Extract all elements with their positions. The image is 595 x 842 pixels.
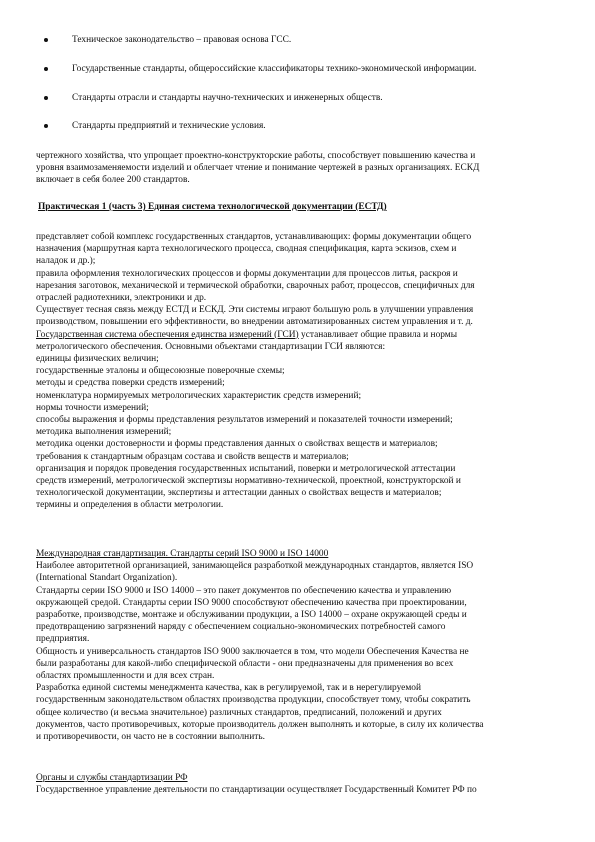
bullet-list	[38, 34, 558, 149]
text-line: методика оценки достоверности и формы представления данных о свойствах веществ и материалов;	[36, 439, 438, 450]
text-line: организация и порядок проведения государственных испытаний, поверки и метрологической аттестации	[36, 463, 456, 474]
text-line: областях промышленности и для всех стран.	[36, 671, 215, 682]
intl-section	[36, 548, 558, 743]
text-line: производством, повышении его эффективности, во внедрении автоматизированных систем управления и т. д.	[36, 317, 473, 328]
text-line: наладок и др.);	[36, 256, 96, 267]
text-line: термины и определения в области метрологии.	[36, 500, 224, 511]
bullet-icon	[44, 67, 48, 71]
text-line: средств измерений, метрологической экспертизы нормативно-технической, проектной, конструкторской и	[36, 476, 461, 487]
bullet-icon	[44, 38, 48, 42]
text-line: (International Standart Organization).	[36, 573, 178, 584]
text-line: отраслей радиотехники, электроники и др.	[36, 293, 207, 304]
eskd-paragraph	[36, 150, 558, 187]
text-line: были разработаны для какой-либо специфической области - они предназначены для применения во всех	[36, 658, 454, 669]
bullet-icon	[44, 124, 48, 128]
text-line: Наиболее авторитетной организацией, занимающейся разработкой международных стандартов, является ISO	[36, 561, 474, 572]
section-heading: Органы и службы стандартизации РФ	[36, 773, 188, 783]
organs-section	[36, 772, 558, 796]
text-line: представляет собой комплекс государственных стандартов, устанавливающих: формы документации общего	[36, 232, 472, 242]
estd-paragraph	[36, 231, 558, 512]
text-line: номенклатура нормируемых метрологических характеристик средств измерений;	[36, 390, 362, 401]
text-line: способы выражения и формы представления результатов измерений и показателей точности измерений;	[36, 415, 453, 426]
text-line: Существует тесная связь между ЕСТД и ЕСКД. Эти системы играют большую роль в улучшении управления	[36, 305, 474, 316]
text-line: Разработка единой системы менеджмента качества, как в регулируемой, так и в нерегулируемой	[36, 683, 421, 694]
text-line: и противоречивости, он часто не в состоянии выполнить.	[36, 732, 265, 743]
text-line: правила оформления технологических процессов и формы документации для процессов литья, раскроя и	[36, 268, 458, 279]
text-line: единицы физических величин;	[36, 354, 159, 365]
text-line: Общность и универсальность стандартов ISO 9000 заключается в том, что модели Обеспечения Качества не	[36, 646, 469, 657]
text-line: Государственное управление деятельности по стандартизации осуществляет Государственный Комитет РФ по	[36, 785, 477, 796]
list-item: Техническое законодательство – правовая основа ГСС.	[38, 34, 558, 46]
text-line: чертежного хозяйства, что упрощает проектно-конструкторские работы, способствует повышению качества и	[36, 151, 476, 161]
gsi-title-line: Государственная система обеспечения единства измерений (ГСИ) устанавливает общие правила и нормы	[36, 329, 458, 340]
text-line: требования к стандартным образцам состава и свойств веществ и материалов;	[36, 451, 349, 462]
text-line: общее количество (и весьма значительное) различных стандартов, предписаний, положений и других	[36, 707, 442, 718]
bullet-icon	[44, 96, 48, 100]
text-line: государственные эталоны и общесоюзные поверочные схемы;	[36, 366, 285, 377]
text-line: технологической документации, экспертизы и аттестации данных о свойствах веществ и материалов;	[36, 488, 442, 499]
text-line: предприятия.	[36, 634, 90, 645]
text-line: уровня взаимозаменяемости изделий и облегчает чтение и понимание чертежей в разных организациях. ЕСКД	[36, 163, 480, 174]
practical-heading-block	[36, 201, 558, 213]
text-line: предотвращению загрязнений наряду с обеспечением социально-экономических потребностей самого	[36, 622, 446, 633]
text-line: Стандарты серии ISO 9000 и ISO 14000 – это пакет документов по обеспечению качества и управлению	[36, 585, 452, 596]
text-line: нормы точности измерений;	[36, 402, 149, 413]
gsi-title: Государственная система обеспечения единства измерений (ГСИ)	[36, 329, 299, 340]
text-line: методы и средства поверки средств измерений;	[36, 378, 225, 389]
list-item: Государственные стандарты, общероссийские классификаторы технико-экономической информации.	[38, 63, 558, 75]
text-line: нарезания заготовок, механической и термической обработки, сварочных работ, процессов, специфичных для	[36, 280, 475, 291]
text-line: метрологического обеспечения. Основными объектами стандартизации ГСИ являются:	[36, 341, 386, 352]
text-line: разработке, производстве, монтаже и обслуживании продукции, а ISO 14000 – охране окружающей среды и	[36, 610, 467, 621]
section-heading: Практическая 1 (часть 3) Единая система технологической документации (ЕСТД)	[38, 202, 387, 212]
text-line: окружающей средой. Стандарты серии ISO 9000 способствуют обеспечению качества при проектировании,	[36, 597, 467, 608]
list-item: Стандарты предприятий и технические условия.	[38, 120, 558, 132]
text-line: включает в себя более 200 стандартов.	[36, 175, 190, 186]
text-line: государственным законодательством областях производства продукции, способствует тому, чтобы сократить	[36, 695, 471, 706]
list-item: Стандарты отрасли и стандарты научно-технических и инженерных обществ.	[38, 92, 558, 104]
text-line: документов, часто противоречивых, которые производитель должен выполнять и которые, в силу их количества	[36, 719, 484, 730]
section-heading: Международная стандартизация. Стандарты серий ISO 9000 и ISO 14000	[36, 549, 329, 559]
text-line: назначения (маршрутная карта технологического процесса, сводная спецификация, карта эскизов, схем и	[36, 244, 457, 255]
text-line: методика выполнения измерений;	[36, 427, 172, 438]
